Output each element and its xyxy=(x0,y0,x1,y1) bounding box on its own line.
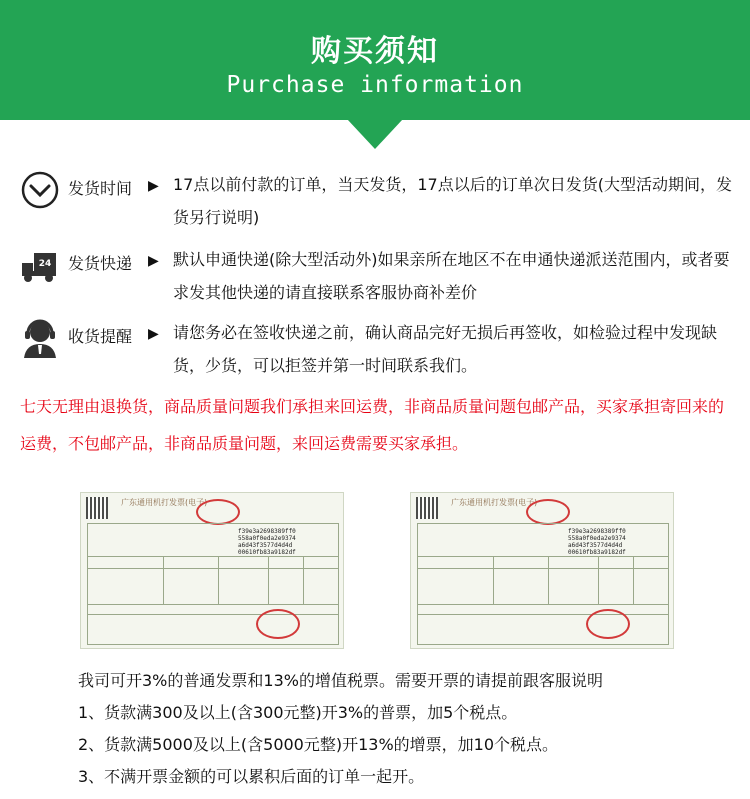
header-banner xyxy=(0,0,750,120)
invoice-sample-2 xyxy=(410,492,674,649)
invoice-cipher: f39e3a2698389ff0 558a0f0eda2e9374 a6d43f3577d4d4d 00610fb83a9182df xyxy=(568,528,626,556)
row-text: 17点以前付款的订单，当天发货，17点以后的订单次日发货(大型活动期间，发货另行说明) xyxy=(173,175,732,227)
invoice-sample-1 xyxy=(80,492,344,649)
play-arrow-icon: ▶ xyxy=(148,326,159,342)
row-text: 默认申通快递(除大型活动外)如果亲所在地区不在申通快递派送范围内，或者要求发其他快递的请直接联系客服协商补差价 xyxy=(173,250,730,302)
return-policy-text: 七天无理由退换货，商品质量问题我们承担来回运费，非商品质量问题包邮产品，买家承担寄回来的运费，不包邮产品，非商品质量问题，来回运费需要买家承担。 xyxy=(20,397,725,453)
row-label: 发货时间 xyxy=(68,179,133,198)
invoice-table xyxy=(417,523,669,645)
invoice-title: 广东通用机打发票(电子) xyxy=(451,498,538,507)
invoice-seal-icon xyxy=(526,499,570,525)
play-arrow-icon: ▶ xyxy=(148,253,159,269)
invoice-stamp-icon xyxy=(586,609,630,639)
invoice-table xyxy=(87,523,339,645)
page-subtitle: Purchase information xyxy=(226,72,524,98)
row-label: 收货提醒 xyxy=(68,327,133,346)
play-arrow-icon: ▶ xyxy=(148,178,159,194)
invoice-title: 广东通用机打发票(电子) xyxy=(121,498,208,507)
row-text: 请您务必在签收快递之前，确认商品完好无损后再签收，如检验过程中发现缺货，少货，可以拒签并第一时间联系我们。 xyxy=(173,323,718,375)
qr-code-icon xyxy=(416,497,438,519)
customer-service-headset-icon xyxy=(18,316,62,360)
invoice-seal-icon xyxy=(196,499,240,525)
invoice-stamp-icon xyxy=(256,609,300,639)
invoice-cipher: f39e3a2698389ff0 558a0f0eda2e9374 a6d43f3577d4d4d 00610fb83a9182df xyxy=(238,528,296,556)
invoice-note-intro: 我司可开3%的普通发票和13%的增值税票。需要开票的请提前跟客服说明 xyxy=(78,671,603,690)
invoice-note-item: 2、货款满5000及以上(含5000元整)开13%的增票，加10个税点。 xyxy=(78,735,559,754)
qr-code-icon xyxy=(86,497,108,519)
chevron-down-circle-icon xyxy=(18,168,62,212)
page-title: 购买须知 xyxy=(311,34,439,69)
row-label: 发货快递 xyxy=(68,254,133,273)
header-notch xyxy=(347,119,403,149)
delivery-truck-24h-icon xyxy=(18,243,62,287)
invoice-note-item: 1、货款满300及以上(含300元整)开3%的普票，加5个税点。 xyxy=(78,703,518,722)
svg-text:24: 24 xyxy=(38,259,52,269)
invoice-note-item: 3、不满开票金额的可以累积后面的订单一起开。 xyxy=(78,767,425,786)
